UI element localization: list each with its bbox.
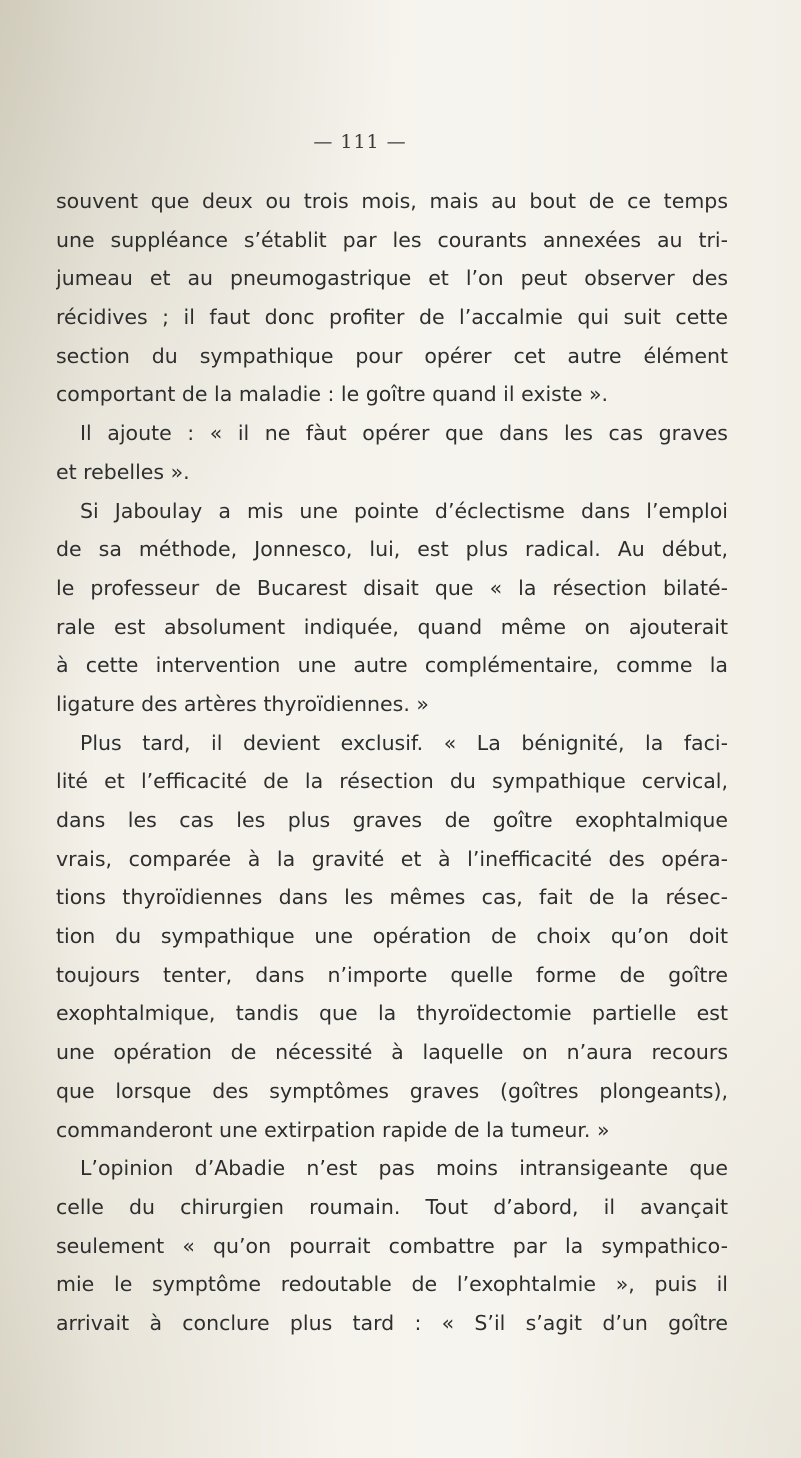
text-line: comportant de la maladie : le goître quand il existe ». [56,382,609,407]
text-line: que lorsque des symptômes graves (goîtres plongeants), [56,1078,728,1103]
text-line: commanderont une extirpation rapide de la tumeur. » [56,1117,610,1142]
text-line: vrais, comparée à la gravité et à l’inefficacité des opéra- [56,846,728,871]
text-line: une opération de nécessité à laquelle on n’aura recours [56,1040,728,1065]
text-line: et rebelles ». [56,459,190,484]
page-number: — 111 — [313,131,407,153]
text-line: de sa méthode, Jonnesco, lui, est plus radical. Au début, [56,537,728,562]
text-line: section du sympathique pour opérer cet autre élément [56,343,728,368]
text-line: L’opinion d’Abadie n’est pas moins intransigeante que [80,1156,728,1181]
body-text [56,182,728,1343]
text-line: Plus tard, il devient exclusif. « La bénignité, la faci- [80,730,728,755]
text-line: seulement « qu’on pourrait combattre par la sympathico- [56,1233,728,1258]
text-line: Il ajoute : « il ne fàut opérer que dans les cas graves [80,421,728,446]
text-line: dans les cas les plus graves de goître exophtalmique [56,808,728,832]
text-line: rale est absolument indiquée, quand même on ajouterait [56,614,728,639]
text-line: une suppléance s’établit par les courants annexées au tri- [56,227,728,252]
text-line: Si Jaboulay a mis une pointe d’éclectisme dans l’emploi [80,498,728,523]
text-line: souvent que deux ou trois mois, mais au bout de ce temps [56,189,728,213]
text-line: tions thyroïdiennes dans les mêmes cas, fait de la résec- [56,885,728,910]
text-line: à cette intervention une autre complémentaire, comme la [56,653,728,678]
text-line: récidives ; il faut donc profiter de l’accalmie qui suit cette [56,305,728,330]
text-line: lité et l’efficacité de la résection du sympathique cervical, [56,769,728,794]
text-line: toujours tenter, dans n’importe quelle forme de goître [56,962,728,987]
text-line: ligature des artères thyroïdiennes. » [56,691,429,716]
text-line: jumeau et au pneumogastrique et l’on peut observer des [56,266,728,291]
text-line: mie le symptôme redoutable de l’exophtalmie », puis il [56,1272,728,1297]
text-line: tion du sympathique une opération de choix qu’on doit [56,924,728,949]
text-line: le professeur de Bucarest disait que « la résection bilaté- [56,575,728,600]
text-line: arrivait à conclure plus tard : « S’il s’agit d’un goître [56,1310,728,1335]
text-line: exophtalmique, tandis que la thyroïdectomie partielle est [56,1001,728,1026]
text-line: celle du chirurgien roumain. Tout d’abord, il avançait [56,1194,728,1219]
